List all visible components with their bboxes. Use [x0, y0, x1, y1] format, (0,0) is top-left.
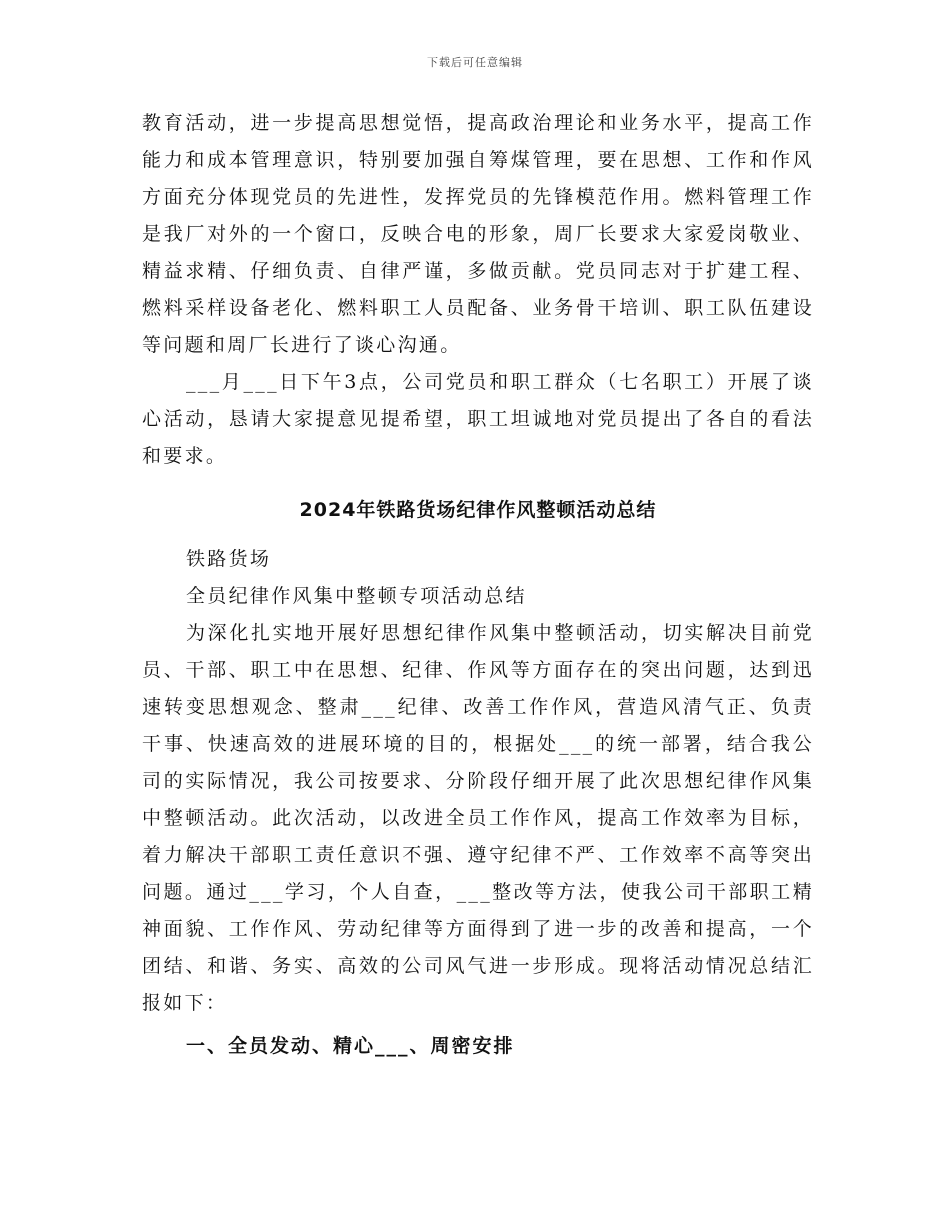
- paragraph-talk-activity: ___月___日下午3点，公司党员和职工群众（七名职工）开展了谈心活动，恳请大家提意见提希望，职工坦诚地对党员提出了各自的看法和要求。: [142, 371, 814, 467]
- paragraph-continuation: 教育活动，进一步提高思想觉悟，提高政治理论和业务水平，提高工作能力和成本管理意识，特别要加强自筹煤管理，要在思想、工作和作风方面充分体现党员的先进性，发挥党员的先锋模范作用。燃料管理工作是我厂对外的一个窗口，反映合电的形象，周厂长要求大家爱岗敬业、精益求精、仔细负责、自律严谨，多做贡献。党员同志对于扩建工程、燃料采样设备老化、燃料职工人员配备、业务骨干培训、职工队伍建设等问题和周厂长进行了谈心沟通。: [142, 112, 814, 356]
- document-body: [142, 105, 814, 1066]
- organization-name: 铁路货场: [186, 548, 272, 570]
- document-title: 2024年铁路货场纪律作风整顿活动总结: [299, 499, 657, 521]
- section-heading-1: 一、全员发动、精心___、周密安排: [186, 1035, 515, 1057]
- paragraph-introduction: 为深化扎实地开展好思想纪律作风集中整顿活动，切实解决目前党员、干部、职工中在思想、纪律、作风等方面存在的突出问题，达到迅速转变思想观念、整肃___纪律、改善工作作风，营造风清气正、负责干事、快速高效的进展环境的目的，根据处___的统一部署，结合我公司的实际情况，我公司按要求、分阶段仔细开展了此次思想纪律作风集中整顿活动。此次活动，以改进全员工作作风，提高工作效率为目标，着力解决干部职工责任意识不强、遵守纪律不严、工作效率不高等突出问题。通过___学习，个人自查，___整改等方法，使我公司干部职工精神面貌、工作作风、劳动纪律等方面得到了进一步的改善和提高，一个团结、和谐、务实、高效的公司风气进一步形成。现将活动情况总结汇报如下：: [142, 622, 814, 1014]
- document-subtitle: 全员纪律作风集中整顿专项活动总结: [186, 585, 527, 607]
- page-header-note: 下载后可任意编辑: [427, 56, 523, 69]
